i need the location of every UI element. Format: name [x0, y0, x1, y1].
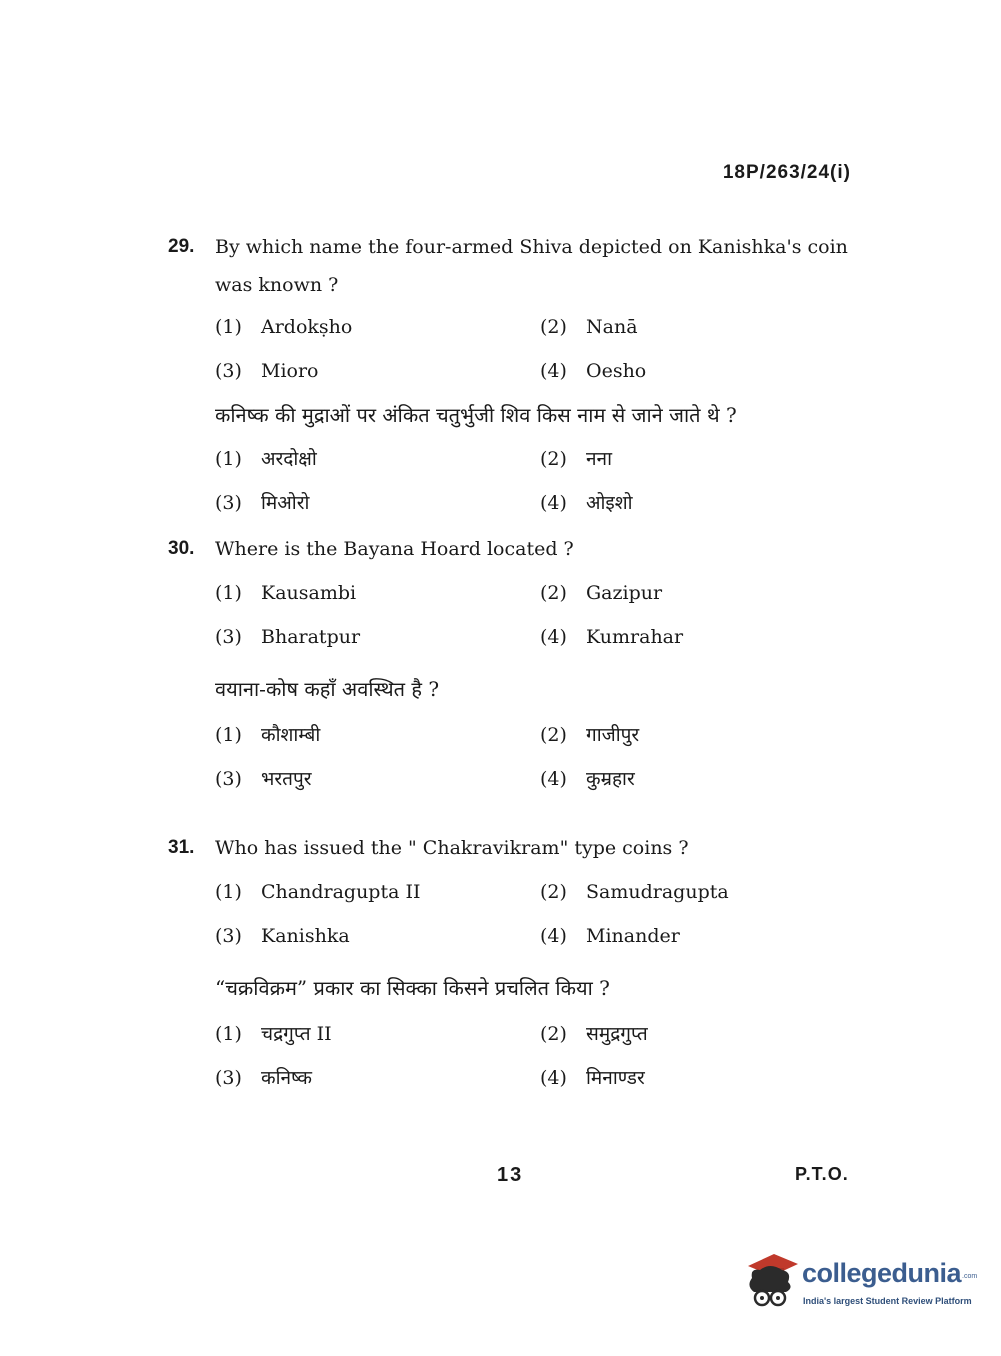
options-row [215, 484, 858, 528]
options-row [215, 873, 858, 917]
option: (2) Nanā [540, 316, 638, 338]
brand-name: collegedunia [802, 1258, 962, 1288]
question-31 [168, 829, 858, 1103]
option: (2) नना [540, 448, 613, 470]
option: (3) Kanishka [215, 925, 350, 947]
option: (2) समुद्रगुप्त [540, 1023, 648, 1045]
option: (4) ओइशो [540, 492, 633, 514]
question-text-hi: वयाना-कोष कहाँ अवस्थित है ? [215, 677, 440, 701]
option: (1) Chandragupta II [215, 881, 421, 903]
options-row [215, 760, 858, 804]
option: (3) भरतपुर [215, 768, 312, 790]
options-row [215, 440, 858, 484]
question-text-en-cont: was known ? [215, 274, 339, 296]
question-30 [168, 530, 858, 804]
options-row [215, 716, 858, 760]
brand-dotcom: .com [962, 1273, 978, 1280]
question-text-hi: “चक्रविक्रम” प्रकार का सिक्का किसने प्रचलित किया ? [215, 976, 610, 1000]
collegedunia-watermark [740, 1248, 978, 1318]
option: (4) Kumrahar [540, 626, 684, 648]
option: (1) अरदोक्षो [215, 448, 317, 470]
mascot-icon [740, 1248, 800, 1318]
option: (1) चद्रगुप्त II [215, 1023, 332, 1045]
options-row [215, 618, 858, 662]
options-row [215, 1059, 858, 1103]
option: (4) मिनाण्डर [540, 1067, 645, 1089]
options-row [215, 917, 858, 961]
option: (1) Kausambi [215, 582, 357, 604]
options-row [215, 574, 858, 618]
options-row [215, 308, 858, 352]
option: (3) मिओरो [215, 492, 310, 514]
option: (1) कौशाम्बी [215, 724, 321, 746]
question-text-en: By which name the four-armed Shiva depicted on Kanishka's coin [215, 236, 848, 258]
option: (2) गाजीपुर [540, 724, 640, 746]
question-number: 30. [168, 538, 195, 559]
option: (3) कनिष्क [215, 1067, 312, 1089]
question-text-en: Who has issued the " Chakravikram" type coins ? [215, 837, 689, 859]
options-row [215, 1015, 858, 1059]
question-29 [168, 228, 858, 528]
question-text-hi: कनिष्क की मुद्राओं पर अंकित चतुर्भुजी शिव किस नाम से जाने जाते थे ? [215, 403, 737, 427]
page-number: 13 [497, 1164, 524, 1186]
options-row [215, 352, 858, 396]
option: (4) Oesho [540, 360, 647, 382]
option: (4) कुम्रहार [540, 768, 635, 790]
option: (2) Samudragupta [540, 881, 729, 903]
option: (3) Bharatpur [215, 626, 361, 648]
brand-tagline: India's largest Student Review Platform [803, 1296, 972, 1306]
option: (1) Ardokṣho [215, 316, 353, 338]
question-number: 29. [168, 236, 195, 257]
question-number: 31. [168, 837, 195, 858]
option: (3) Mioro [215, 360, 319, 382]
option: (4) Minander [540, 925, 680, 947]
paper-code: 18P/263/24(i) [722, 162, 851, 183]
pto-label: P.T.O. [795, 1164, 849, 1184]
option: (2) Gazipur [540, 582, 663, 604]
question-text-en: Where is the Bayana Hoard located ? [215, 538, 574, 560]
